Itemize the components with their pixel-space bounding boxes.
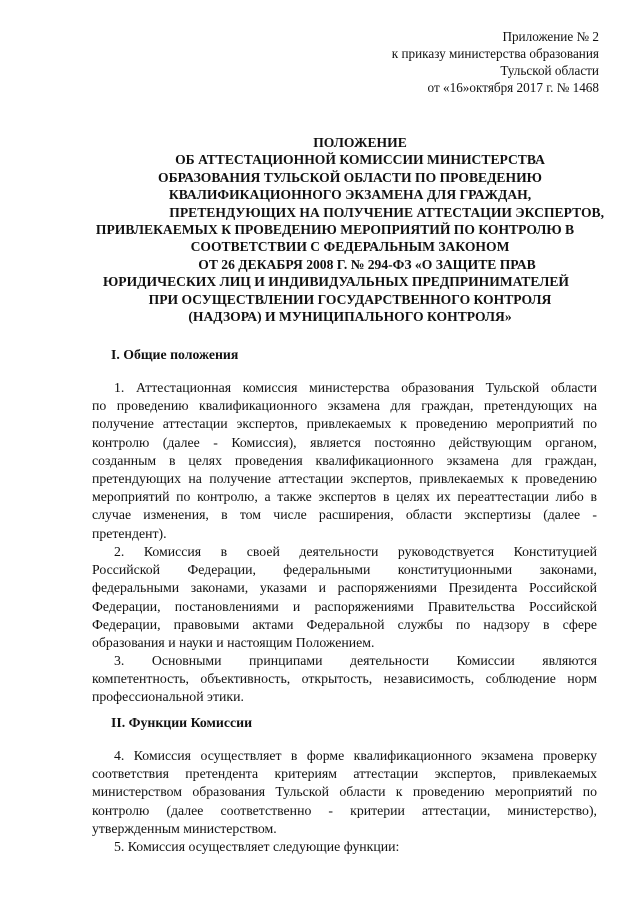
appendix-number: Приложение № 2 bbox=[502, 29, 599, 44]
paragraph-2 bbox=[92, 543, 597, 652]
text-line: случае изменения, в том числе расширения, области экспертизы (далее - bbox=[92, 507, 597, 523]
text-line: контролю (далее соответственно - критерии аттестации, министерство), bbox=[92, 802, 597, 818]
appendix-note bbox=[392, 28, 599, 96]
title-line: ПРИВЛЕКАЕМЫХ К ПРОВЕДЕНИЮ МЕРОПРИЯТИЙ ПО КОНТРОЛЮ В bbox=[95, 222, 575, 238]
text-line: Федерации, постановлениями и распоряжениями Правительства Российской bbox=[92, 598, 597, 614]
text-line: мероприятий по контролю, а также экспертов в целях их переаттестации либо в bbox=[92, 489, 597, 505]
text-line: профессиональной этики. bbox=[92, 689, 244, 705]
text-line: претендент). bbox=[92, 525, 167, 541]
text-line: компетентность, объективность, открытость, независимость, соблюдение норм bbox=[92, 671, 597, 687]
text-line: 5. Комиссия осуществляет следующие функции: bbox=[114, 839, 400, 854]
title-line: ПРЕТЕНДУЮЩИХ НА ПОЛУЧЕНИЕ АТТЕСТАЦИИ ЭКСПЕРТОВ, bbox=[169, 204, 604, 220]
text-line: Федерации, правовыми актами Федеральной службы по надзору в сфере bbox=[92, 616, 597, 632]
text-line: созданным в целях проведения квалификационного экзамена для граждан, bbox=[92, 452, 597, 468]
text-line: по проведению квалификационного экзамена для граждан, претендующих на bbox=[92, 398, 597, 414]
text-line: претендующих на получение аттестации экспертов, привлекаемых к проведению bbox=[92, 471, 597, 487]
title-line: (НАДЗОРА) И МУНИЦИПАЛЬНОГО КОНТРОЛЯ» bbox=[188, 309, 512, 325]
document-title bbox=[96, 134, 604, 325]
title-line: ОБРАЗОВАНИЯ ТУЛЬСКОЙ ОБЛАСТИ ПО ПРОВЕДЕНИЮ bbox=[158, 169, 542, 185]
text-line: получение аттестации экспертов, привлекаемых к проведению мероприятий по bbox=[92, 416, 597, 432]
text-line: контролю (далее - Комиссия), является постоянно действующим органом, bbox=[92, 434, 597, 450]
text-line: федеральными законами, указами и распоряжениями Президента Российской bbox=[92, 580, 597, 596]
appendix-region: Тульской области bbox=[500, 63, 599, 78]
text-line: 1. Аттестационная комиссия министерства образования Тульской области bbox=[114, 380, 597, 395]
paragraph-4 bbox=[92, 747, 597, 838]
text-line: образования и науки и настоящим Положением. bbox=[92, 635, 375, 651]
title-line: ЮРИДИЧЕСКИХ ЛИЦ И ИНДИВИДУАЛЬНЫХ ПРЕДПРИНИМАТЕЛЕЙ bbox=[102, 274, 569, 290]
appendix-order-ref: к приказу министерства образования bbox=[391, 46, 599, 61]
paragraph-1 bbox=[92, 379, 597, 543]
title-line: ПРИ ОСУЩЕСТВЛЕНИИ ГОСУДАРСТВЕННОГО КОНТРОЛЯ bbox=[148, 291, 552, 307]
title-line: ПОЛОЖЕНИЕ bbox=[313, 135, 407, 150]
text-line: утвержденным министерством. bbox=[92, 820, 277, 836]
paragraph-3 bbox=[92, 652, 597, 707]
text-line: соответствия претендента критериям аттестации экспертов, привлекаемых bbox=[92, 766, 597, 782]
text-line: Российской Федерации, федеральными конституционными законами, bbox=[92, 562, 597, 578]
paragraph-5 bbox=[92, 838, 597, 856]
title-line: СООТВЕТСТВИИ С ФЕДЕРАЛЬНЫМ ЗАКОНОМ bbox=[190, 239, 510, 255]
text-line: 4. Комиссия осуществляет в форме квалификационного экзамена проверку bbox=[114, 748, 597, 763]
text-line: 2. Комиссия в своей деятельности руководствуется Конституцией bbox=[114, 544, 597, 559]
title-line: КВАЛИФИКАЦИОННОГО ЭКЗАМЕНА ДЛЯ ГРАЖДАН, bbox=[168, 187, 532, 203]
appendix-date: от «16»октября 2017 г. № 1468 bbox=[427, 80, 599, 95]
text-line: министерством образования Тульской области к проведению мероприятий по bbox=[92, 784, 597, 800]
title-line: ОТ 26 ДЕКАБРЯ 2008 Г. № 294-ФЗ «О ЗАЩИТЕ ПРАВ bbox=[198, 256, 536, 272]
section-heading-general: I. Общие положения bbox=[111, 347, 239, 362]
text-line: 3. Основными принципами деятельности Комиссии являются bbox=[114, 653, 597, 668]
section-heading-functions: II. Функции Комиссии bbox=[111, 715, 253, 730]
title-line: ОБ АТТЕСТАЦИОННОЙ КОМИССИИ МИНИСТЕРСТВА bbox=[175, 152, 545, 168]
